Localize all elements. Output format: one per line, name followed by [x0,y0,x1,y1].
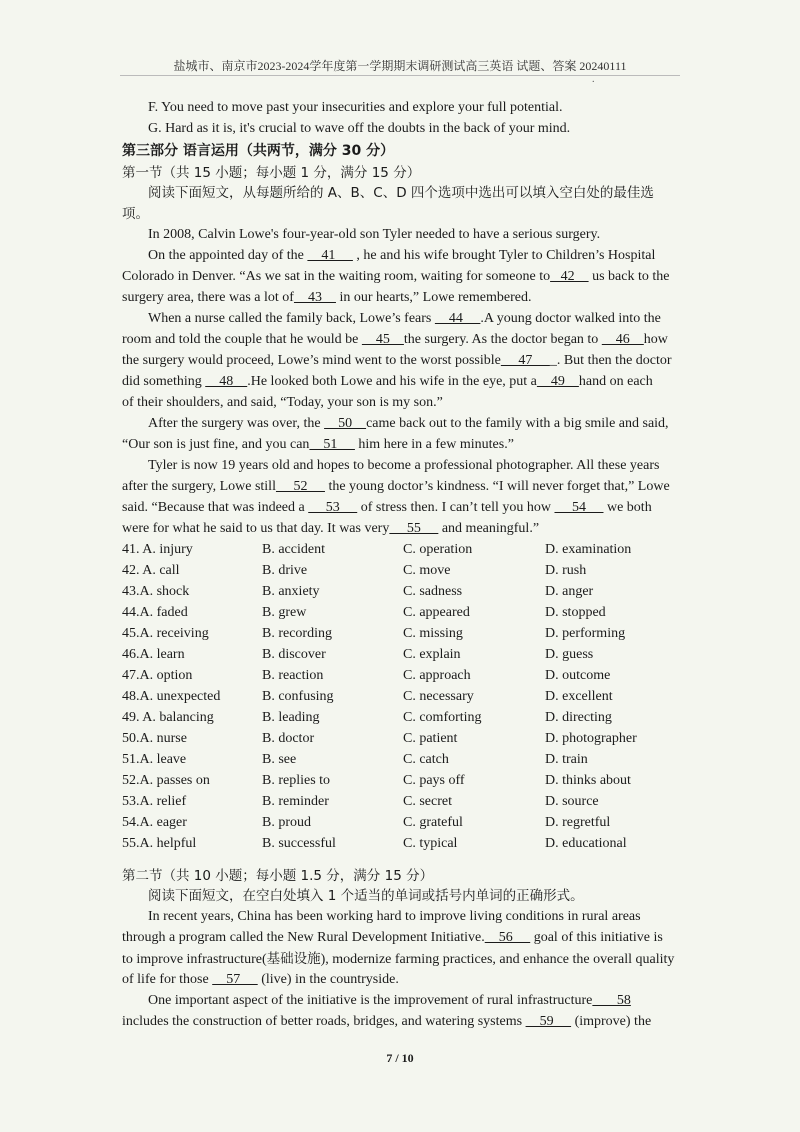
text: and meaningful.” [438,521,540,536]
part3-title: 第三部分 语言运用（共两节，满分 30 分） [122,143,395,159]
blank-56: 56 [484,930,531,945]
choice-option-a: 52.A. passes on [122,773,210,788]
passage1-line [122,477,670,497]
choice-option-c: C. catch [403,752,449,767]
choice-option-a: 51.A. leave [122,752,187,767]
choice-option-d: D. regretful [545,815,611,830]
passage1-line [122,435,514,455]
text: After the surgery was over, the [148,416,325,431]
choice-option-c: C. sadness [403,584,463,599]
choice-option-a: 55.A. helpful [122,836,197,851]
blank-53: 53 [308,500,358,515]
text: goal of this initiative is [530,930,663,945]
choice-option-b: B. discover [262,647,326,662]
passage1-line [122,372,653,392]
choice-option-a: 43.A. shock [122,584,190,599]
page-header: 盐城市、南京市2023-2024学年度第一学期期末调研测试高三英语 试题、答案 20240111 [173,59,627,73]
choice-option-a: 44.A. faded [122,605,188,620]
header-divider [120,75,680,76]
choice-option-c: C. patient [403,731,458,746]
passage1-line [122,519,539,539]
choice-option-a: 42. A. call [122,563,180,578]
choice-option-b: B. see [262,752,297,767]
blank-57: 57 [212,972,258,987]
passage1-line [148,246,655,266]
choice-option-b: B. accident [262,542,325,557]
blank-43: 43 [293,290,336,305]
choice-option-d: D. outcome [545,668,611,683]
text: the surgery would proceed, Lowe’s mind went to the worst possible [122,353,501,368]
passage2-line [122,1012,651,1032]
text: (improve) the [571,1014,652,1029]
section2-instruction: 阅读下面短文，在空白处填入 1 个适当的单词或括号内单词的正确形式。 [148,888,584,904]
choice-option-b: B. doctor [262,731,315,746]
choice-option-d: D. train [545,752,588,767]
choice-option-d: D. source [545,794,599,809]
choice-option-a: 50.A. nurse [122,731,187,746]
choice-option-c: C. secret [403,794,452,809]
text: through a program called the New Rural Development Initiative. [122,930,485,945]
text: how [643,332,668,347]
passage1-line [148,414,669,434]
option-g: G. Hard as it is, it's crucial to wave off the doubts in the back of your mind. [148,121,571,136]
choice-option-d: D. excellent [545,689,613,704]
text: us back to the [588,269,670,284]
text: Colorado in Denver. “As we sat in the waiting room, waiting for someone to [122,269,551,284]
text: .He looked both Lowe and his wife in the eye, put a [247,374,537,389]
text: we both [603,500,652,515]
choice-option-a: 46.A. learn [122,647,185,662]
choice-option-c: C. appeared [403,605,470,620]
choice-option-c: C. pays off [403,773,465,788]
passage1-line [122,351,672,371]
choice-option-a: 54.A. eager [122,815,187,830]
choice-option-b: B. proud [262,815,311,830]
blank-45: 45 [361,332,404,347]
text-cn: 基础设施 [266,951,321,967]
choice-option-a: 47.A. option [122,668,193,683]
choice-option-b: B. confusing [262,689,334,704]
passage2-line: In recent years, China has been working hard to improve living conditions in rural areas [148,909,641,924]
choice-option-c: C. typical [403,836,458,851]
blank-48: 48 [205,374,248,389]
text: (live) in the countryside. [257,972,399,987]
blank-49: 49 [536,374,579,389]
choice-option-d: D. rush [545,563,587,578]
text: surgery area, there was a lot of [122,290,294,305]
choice-option-a: 49. A. balancing [122,710,214,725]
blank-46: 46 [601,332,644,347]
choice-option-b: B. drive [262,563,308,578]
text: said. “Because that was indeed a [122,500,309,515]
text: _. But then the doctor [549,353,672,368]
choice-option-d: D. examination [545,542,632,557]
text: of stress then. I can’t tell you how [357,500,555,515]
choice-option-a: 41. A. injury [122,542,193,557]
text: in our hearts,” Lowe remembered. [335,290,532,305]
passage1-line [148,309,661,329]
blank-41: 41 [307,248,353,263]
choice-option-a: 48.A. unexpected [122,689,221,704]
choice-option-a: 45.A. receiving [122,626,209,641]
choice-option-b: B. replies to [262,773,331,788]
passage2-line [122,970,399,990]
choice-option-d: D. directing [545,710,612,725]
choice-option-b: B. leading [262,710,320,725]
text: .A young doctor walked into the [480,311,661,326]
choice-option-c: C. grateful [403,815,463,830]
text: the young doctor’s kindness. “I will never forget that,” Lowe [324,479,670,494]
section2-title: 第二节（共 10 小题；每小题 1.5 分，满分 15 分） [122,868,434,884]
choice-option-d: D. guess [545,647,594,662]
choice-option-d: D. educational [545,836,627,851]
choice-option-c: C. operation [403,542,473,557]
blank-59: 59 [525,1014,572,1029]
section1-instruction-a: 阅读下面短文，从每题所给的 A、B、C、D 四个选项中选出可以填入空白处的最佳选 [148,185,654,201]
text: of life for those [122,972,213,987]
choice-option-d: D. anger [545,584,594,599]
passage1-line [122,330,668,350]
section1-title: 第一节（共 15 小题；每小题 1 分，满分 15 分） [122,165,421,181]
choice-option-c: C. move [403,563,451,578]
text: were for what he said to us that day. It was very [122,521,390,536]
text: did something [122,374,206,389]
text: “Our son is just fine, and you can [122,437,310,452]
choice-option-c: C. explain [403,647,461,662]
text: him here in a few minutes.” [354,437,514,452]
text: When a nurse called the family back, Lowe’s fears [148,311,435,326]
text: room and told the couple that he would be [122,332,362,347]
header-dot: . [592,74,595,85]
choice-option-b: B. grew [262,605,307,620]
passage2-line [122,949,674,970]
choice-option-c: C. missing [403,626,463,641]
choice-option-b: B. recording [262,626,332,641]
choice-option-d: D. performing [545,626,626,641]
blank-50: 50 [324,416,367,431]
passage2-line [122,928,663,948]
choice-option-c: C. approach [403,668,471,683]
page-number: 7 / 10 [386,1051,414,1065]
passage1-line [122,498,652,518]
blank-44: 44 [434,311,481,326]
passage1-line: Tyler is now 19 years old and hopes to become a professional photographer. All these years [148,458,660,473]
choice-option-b: B. anxiety [262,584,320,599]
choice-option-d: D. photographer [545,731,637,746]
choice-option-c: C. necessary [403,689,474,704]
text: the surgery. As the doctor began to [403,332,602,347]
choice-option-b: B. reminder [262,794,329,809]
blank-55: 55 [389,521,439,536]
blank-52: 52 [275,479,325,494]
option-f: F. You need to move past your insecurities and explore your full potential. [148,100,563,115]
text: includes the construction of better roads, bridges, and watering systems [122,1014,526,1029]
text: One important aspect of the initiative is the improvement of rural infrastructure [148,993,593,1008]
passage1-line: of their shoulders, and said, “Today, your son is my son.” [122,395,443,410]
text: hand on each [578,374,653,389]
choice-option-b: B. reaction [262,668,324,683]
choice-option-b: B. successful [262,836,336,851]
passage2-line [148,991,631,1011]
blank-47: 47 [500,353,550,368]
section1-instruction-b: 项。 [122,206,149,222]
text: ), modernize farming practices, and enhance the overall quality [320,952,675,967]
blank-42: 42 [550,269,589,284]
passage1-line [122,267,669,287]
choice-option-d: D. stopped [545,605,606,620]
blank-58: 58 [592,993,631,1008]
choice-option-c: C. comforting [403,710,482,725]
blank-54: 54 [554,500,604,515]
text: to improve infrastructure( [122,952,267,967]
text: On the appointed day of the [148,248,308,263]
choice-option-d: D. thinks about [545,773,631,788]
choice-option-a: 53.A. relief [122,794,187,809]
text: , he and his wife brought Tyler to Children’s Hospital [352,248,656,263]
text: came back out to the family with a big smile and said, [366,416,669,431]
text: after the surgery, Lowe still [122,479,276,494]
passage1-line [122,288,531,308]
blank-51: 51 [309,437,355,452]
passage1-line: In 2008, Calvin Lowe's four-year-old son Tyler needed to have a serious surgery. [148,227,601,242]
